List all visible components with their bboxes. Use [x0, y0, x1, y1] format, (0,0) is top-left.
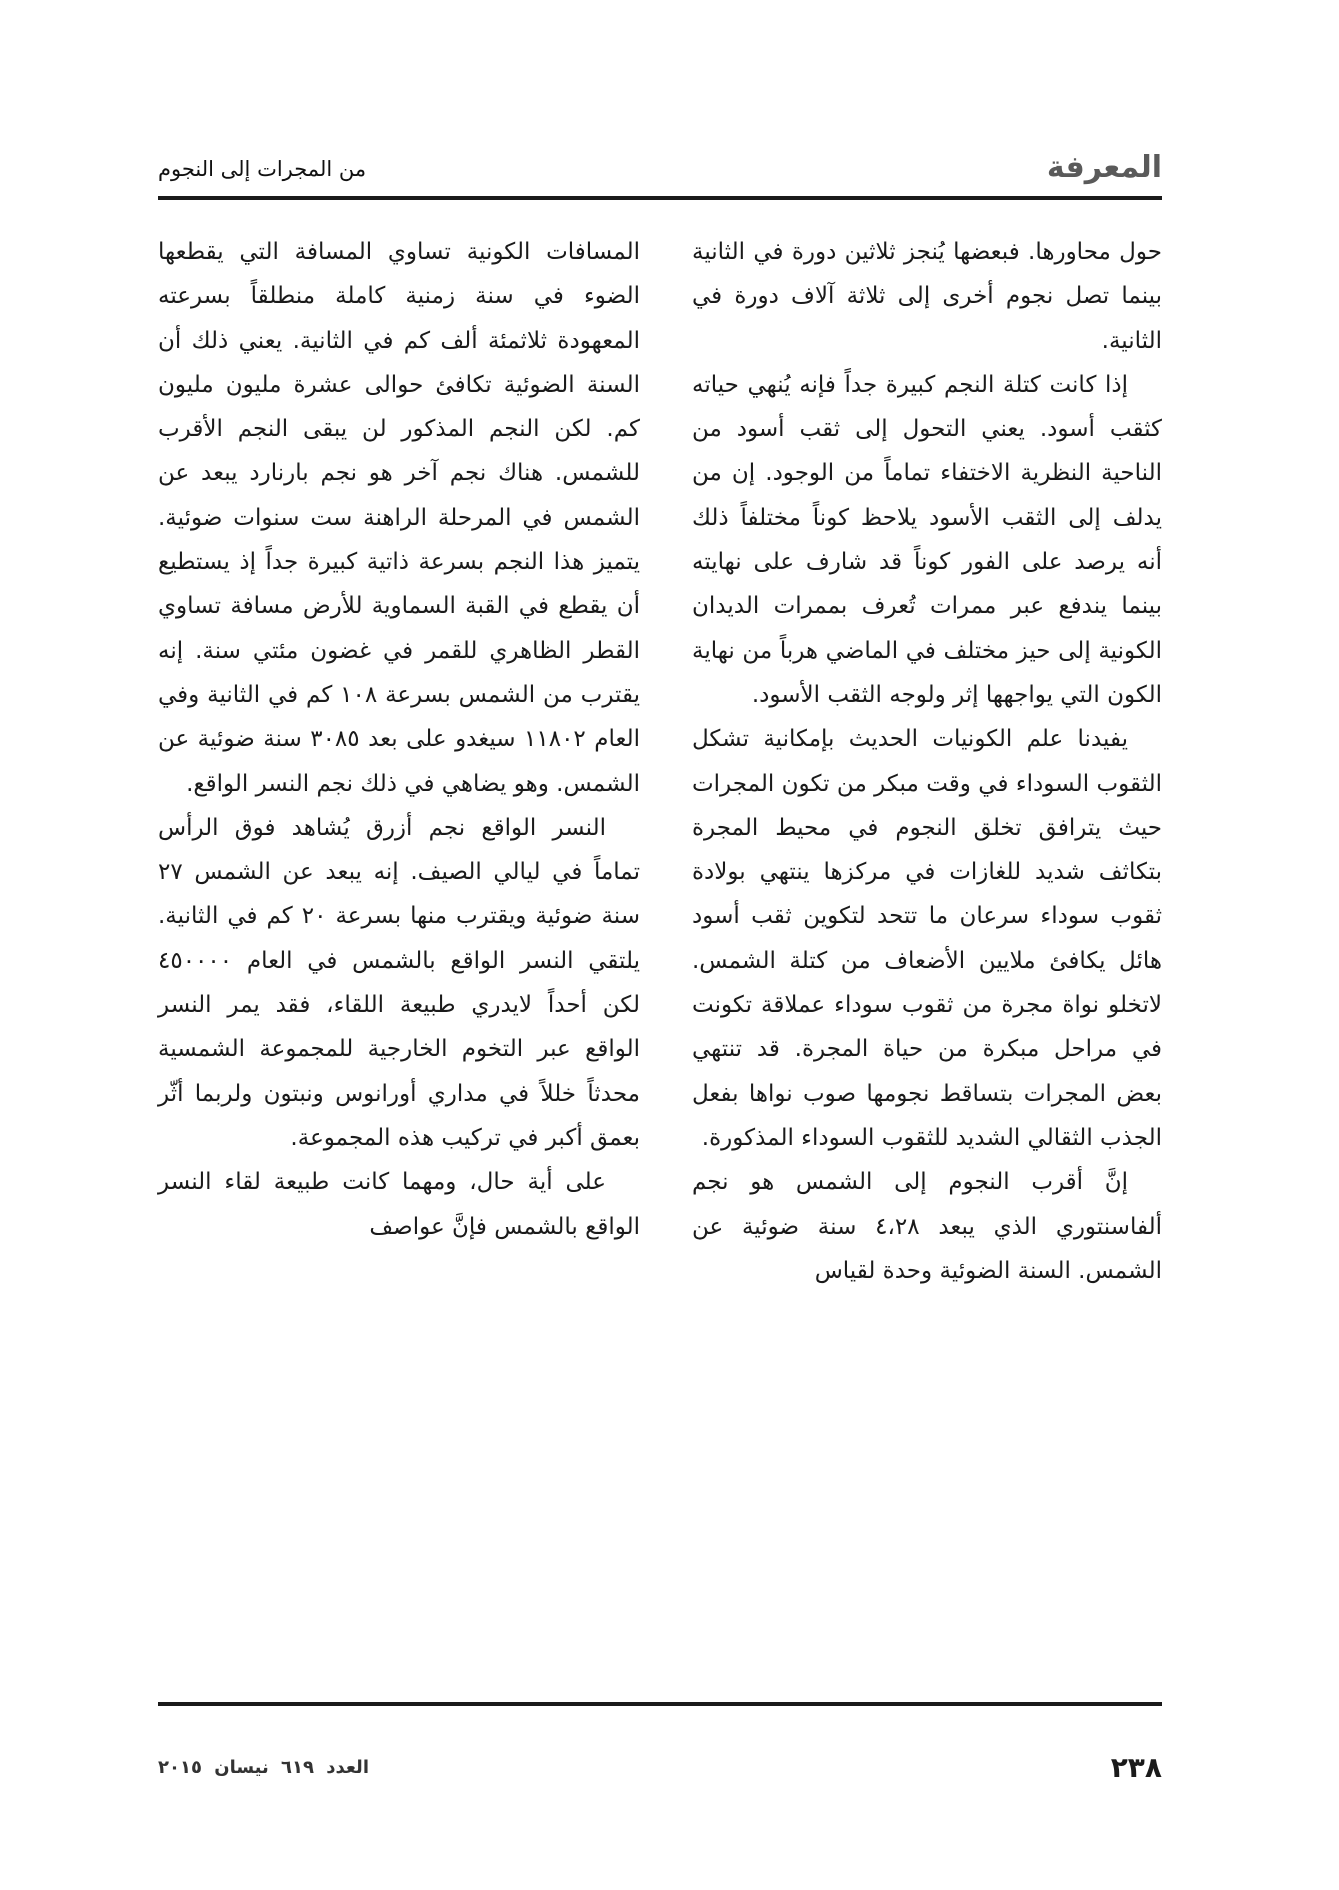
paragraph: المسافات الكونية تساوي المسافة التي يقطعها الضوء في سنة زمنية كاملة منطلقاً بسرعته المعهودة ثلاثمئة ألف كم في الثانية. يعني ذلك أن السنة الضوئية تكافئ حوالى عشرة مليون مليون كم. لكن النجم المذكور لن يبقى النجم الأقرب للشمس. هناك نجم آخر هو نجم بارنارد يبعد عن الشمس في المرحلة الراهنة ست سنوات ضوئية. يتميز هذا النجم بسرعة ذاتية كبيرة جداً إذ يستطيع أن يقطع في القبة السماوية للأرض مسافة تساوي القطر الظاهري للقمر في غضون مئتي سنة. إنه يقترب من الشمس بسرعة ١٠٨ كم في الثانية وفي العام ١١٨٠٢ سيغدو على بعد ٣٠٨٥ سنة ضوئية عن الشمس. وهو يضاهي في ذلك نجم النسر الواقع.: [158, 239, 640, 797]
running-header-title: من المجرات إلى النجوم: [158, 157, 367, 181]
magazine-logo: المعرفة: [1046, 150, 1162, 185]
paragraph: إنَّ أقرب النجوم إلى الشمس هو نجم ألفاسنتوري الذي يبعد ٤،٢٨ سنة ضوئية عن الشمس. السنة الضوئية وحدة لقياس: [692, 1169, 1162, 1284]
header-rule: [158, 196, 1162, 200]
paragraph: حول محاورها. فبعضها يُنجز ثلاثين دورة في الثانية بينما تصل نجوم أخرى إلى ثلاثة آلاف دورة في الثانية.: [692, 239, 1162, 354]
paragraph: إذا كانت كتلة النجم كبيرة جداً فإنه يُنهي حياته كثقب أسود. يعني التحول إلى ثقب أسود من الناحية النظرية الاختفاء تماماً من الوجود. إن من يدلف إلى الثقب الأسود يلاحظ كوناً مختلفاً ذلك أنه يرصد على الفور كوناً قد شارف على نهايته بينما يندفع عبر ممرات تُعرف بممرات الديدان الكونية إلى حيز مختلف في الماضي هرباً من نهاية الكون التي يواجهها إثر ولوجه الثقب الأسود.: [692, 371, 1162, 708]
paragraph: يفيدنا علم الكونيات الحديث بإمكانية تشكل الثقوب السوداء في وقت مبكر من تكون المجرات حيث يترافق تخلق النجوم في محيط المجرة بتكاثف شديد للغازات في مركزها ينتهي بولادة ثقوب سوداء سرعان ما تتحد لتكوين ثقب أسود هائل يكافئ ملايين الأضعاف من كتلة الشمس. لاتخلو نواة مجرة من ثقوب سوداء عملاقة تكونت في مراحل مبكرة من حياة المجرة. قد تنتهي بعض المجرات بتساقط نجومها صوب نواها بفعل الجذب الثقالي الشديد للثقوب السوداء المذكورة.: [692, 726, 1162, 1151]
left-column: [158, 230, 640, 1249]
paragraph: النسر الواقع نجم أزرق يُشاهد فوق الرأس تماماً في ليالي الصيف. إنه يبعد عن الشمس ٢٧ سنة ضوئية ويقترب منها بسرعة ٢٠ كم في الثانية. يلتقي النسر الواقع بالشمس في العام ٤٥٠٠٠٠ لكن أحداً لايدري طبيعة اللقاء، فقد يمر النسر الواقع عبر التخوم الخارجية للمجموعة الشمسية محدثاً خللاً في مداري أورانوس ونبتون ولربما أثّر بعمق أكبر في تركيب هذه المجموعة.: [158, 814, 640, 1151]
page-number: ٢٣٨: [1110, 1751, 1162, 1784]
paragraph: على أية حال، ومهما كانت طبيعة لقاء النسر الواقع بالشمس فإنَّ عواصف: [158, 1169, 640, 1240]
right-column: [692, 230, 1162, 1293]
footer-rule: [158, 1702, 1162, 1706]
issue-info: العدد ٦١٩ نيسان ٢٠١٥: [158, 1757, 369, 1778]
